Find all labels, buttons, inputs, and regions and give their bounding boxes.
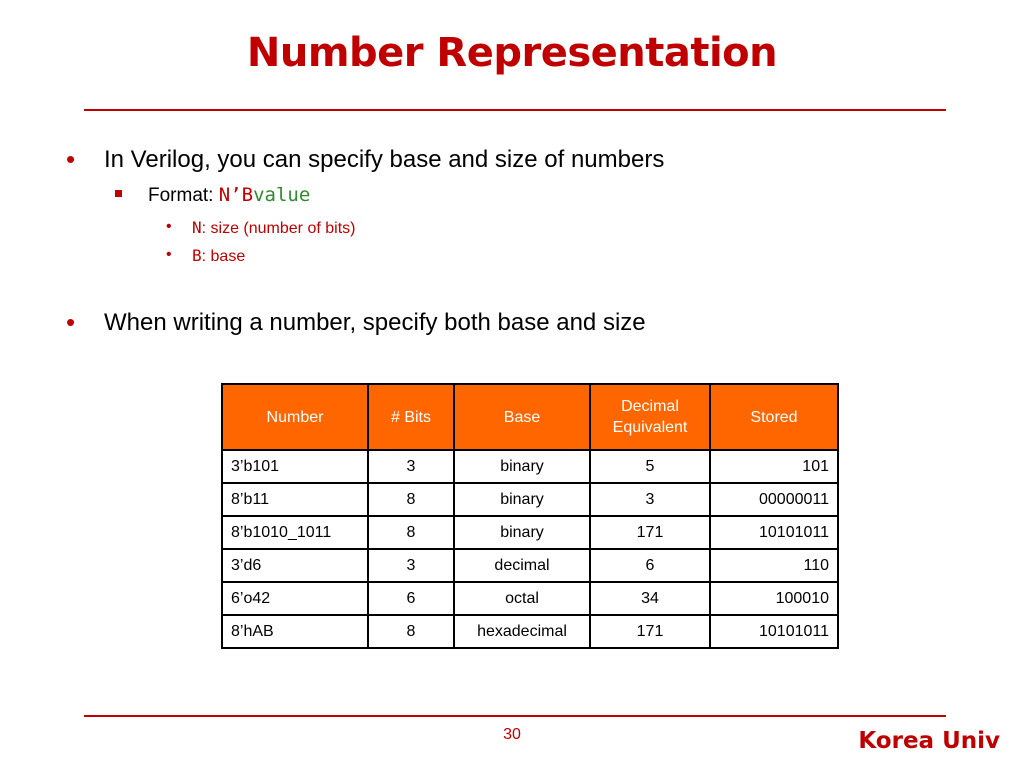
bullet-dot-icon: • [66, 144, 76, 174]
bullet-verilog [66, 144, 665, 174]
square-bullet-icon [115, 190, 122, 197]
cell-stored: 10101011 [710, 516, 838, 549]
cell-base: octal [454, 582, 590, 615]
cell-bits: 6 [368, 582, 454, 615]
header-decimal-line2: Equivalent [612, 419, 688, 436]
cell-base: binary [454, 483, 590, 516]
bullet-writing-text: When writing a number, specify both base and size [104, 309, 646, 336]
cell-number: 6’o42 [222, 582, 368, 615]
cell-base: binary [454, 450, 590, 483]
table-row [222, 450, 838, 483]
format-code-value: value [253, 184, 311, 206]
page-number: 30 [503, 726, 521, 743]
cell-stored: 110 [710, 549, 838, 582]
cell-number: 8’hAB [222, 615, 368, 648]
b-code: B [192, 246, 202, 265]
cell-decimal: 34 [590, 582, 710, 615]
header-base: Base [454, 384, 590, 450]
bullet-verilog-text: In Verilog, you can specify base and size of numbers [104, 146, 665, 173]
cell-stored: 101 [710, 450, 838, 483]
header-number: Number [222, 384, 368, 450]
cell-stored: 00000011 [710, 483, 838, 516]
cell-bits: 8 [368, 516, 454, 549]
b-description: : base [201, 248, 246, 265]
cell-number: 3’d6 [222, 549, 368, 582]
brand-logo-text: Korea Univ [858, 728, 1000, 754]
n-description: : size (number of bits) [201, 220, 356, 237]
cell-decimal: 6 [590, 549, 710, 582]
table-header-row [222, 384, 838, 450]
cell-decimal: 5 [590, 450, 710, 483]
header-decimal [590, 384, 710, 450]
sub-sub-bullet-b [166, 246, 246, 266]
cell-decimal: 3 [590, 483, 710, 516]
n-code: N [192, 218, 202, 237]
cell-number: 8’b1010_1011 [222, 516, 368, 549]
table-row [222, 516, 838, 549]
cell-bits: 3 [368, 450, 454, 483]
small-dot-icon: • [166, 246, 172, 263]
number-table [221, 383, 839, 649]
bullet-dot-icon: • [66, 307, 76, 337]
cell-stored: 100010 [710, 582, 838, 615]
header-bits: # Bits [368, 384, 454, 450]
cell-number: 3’b101 [222, 450, 368, 483]
header-decimal-line1: Decimal [621, 398, 679, 415]
cell-bits: 3 [368, 549, 454, 582]
footer-divider [84, 715, 946, 717]
format-code-nb: N’B [218, 184, 254, 206]
table-row [222, 582, 838, 615]
header-stored: Stored [710, 384, 838, 450]
title-divider [84, 109, 946, 111]
table-row [222, 549, 838, 582]
cell-base: decimal [454, 549, 590, 582]
cell-number: 8’b11 [222, 483, 368, 516]
cell-decimal: 171 [590, 516, 710, 549]
cell-stored: 10101011 [710, 615, 838, 648]
sub-bullet-format [148, 184, 310, 207]
cell-base: binary [454, 516, 590, 549]
cell-bits: 8 [368, 483, 454, 516]
bullet-writing [66, 307, 646, 337]
cell-base: hexadecimal [454, 615, 590, 648]
format-label: Format: [148, 185, 219, 206]
small-dot-icon: • [166, 218, 172, 235]
table-row [222, 483, 838, 516]
cell-bits: 8 [368, 615, 454, 648]
slide-title: Number Representation [246, 30, 778, 76]
cell-decimal: 171 [590, 615, 710, 648]
table-row [222, 615, 838, 648]
sub-sub-bullet-n [166, 218, 356, 238]
